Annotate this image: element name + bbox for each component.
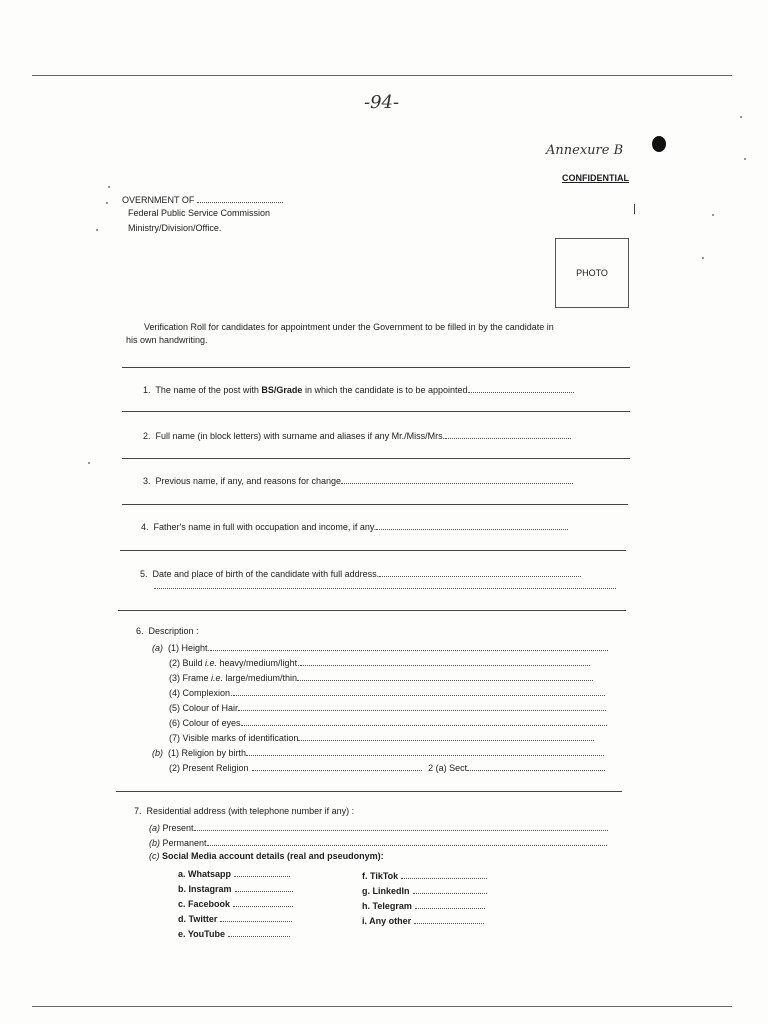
q7-social-row — [149, 851, 384, 861]
intro-line-1: Verification Roll for candidates for appointment under the Government to be filled in by the candidate in — [144, 322, 554, 332]
fpsc-line: Federal Public Service Commission — [128, 208, 271, 218]
q6-b-label: (b) — [152, 748, 163, 758]
q7-present-label: Present — [162, 823, 194, 833]
q4-number: 4. — [141, 522, 149, 532]
q6-hair-row — [169, 701, 606, 713]
question-6-title — [136, 626, 199, 636]
q6-frame-row — [169, 671, 593, 683]
q6-marks-row — [169, 731, 594, 743]
q6-complexion-row — [169, 686, 605, 698]
q6-frame-label: (3) Frame — [169, 673, 212, 683]
q6-build-ie: i.e. — [205, 658, 218, 668]
q6-sect-label: 2 (a) Sect — [428, 763, 468, 773]
account-facebook — [178, 897, 293, 909]
account-other-blank — [414, 914, 484, 924]
question-2 — [143, 429, 571, 441]
q6-hair-blank — [238, 701, 606, 711]
account-youtube-blank — [228, 927, 290, 937]
account-linkedin-label: g. LinkedIn — [362, 886, 410, 896]
q7-permanent-blank — [207, 836, 607, 846]
q6-complexion-blank — [233, 686, 605, 696]
q6-religion-birth-label: (1) Religion by birth — [168, 748, 247, 758]
q6-hair-label: (5) Colour of Hair — [169, 703, 239, 713]
q4-answer-blank — [376, 520, 568, 530]
account-youtube — [178, 927, 290, 939]
q6-height-label: (1) Height. — [168, 643, 211, 653]
photo-box — [555, 238, 629, 308]
q6-frame-blank — [297, 671, 593, 681]
annex-label: Annexure B — [546, 143, 624, 158]
account-telegram-blank — [415, 899, 485, 909]
q6-marks-label: (7) Visible marks of identification — [169, 733, 299, 743]
government-blank — [197, 193, 283, 203]
q6-build-label: (2) Build — [169, 658, 206, 668]
question-1 — [143, 383, 574, 395]
divider-7 — [116, 791, 622, 792]
q3-text: Previous name, if any, and reasons for change — [155, 476, 341, 486]
q1-text-bold: BS/Grade — [261, 385, 303, 395]
q1-text-pre: The name of the post with — [155, 385, 262, 395]
account-telegram-label: h. Telegram — [362, 901, 412, 911]
q2-number: 2. — [143, 431, 151, 441]
q7-present-row — [149, 821, 608, 833]
account-linkedin-blank — [413, 884, 487, 894]
q6-build-blank — [300, 656, 590, 666]
account-instagram — [178, 882, 293, 894]
q1-number: 1. — [143, 385, 151, 395]
scan-speck — [96, 229, 98, 231]
q7-social-label: Social Media account details (real and pseudonym): — [162, 851, 384, 861]
question-7-title — [134, 806, 354, 816]
account-youtube-label: e. YouTube — [178, 929, 226, 939]
account-facebook-label: c. Facebook — [178, 899, 231, 909]
account-twitter — [178, 912, 292, 924]
q6-eyes-row — [169, 716, 607, 728]
question-4 — [141, 520, 568, 532]
account-whatsapp-blank — [234, 867, 290, 877]
q6-height-blank — [210, 641, 608, 651]
photo-label: PHOTO — [576, 268, 608, 278]
q3-number: 3. — [143, 476, 151, 486]
q3-answer-blank — [341, 474, 573, 484]
q6-sect-blank — [467, 761, 605, 771]
q5-answer-blank-2 — [154, 582, 616, 589]
q4-text: Father's name in full with occupation and income, if any. — [153, 522, 377, 532]
q7-permanent-label: Permanent — [162, 838, 207, 848]
account-tiktok — [362, 869, 487, 881]
scan-speck — [88, 462, 90, 464]
scan-speck — [108, 186, 110, 188]
q6-complexion-label: (4) Complexion. — [169, 688, 233, 698]
scan-speck — [740, 116, 742, 118]
q6-eyes-label: (6) Colour of eyes — [169, 718, 241, 728]
account-twitter-label: d. Twitter — [178, 914, 218, 924]
margin-mark — [634, 204, 635, 214]
divider-3 — [122, 458, 630, 459]
divider-2 — [122, 411, 630, 412]
q6-height-row — [152, 641, 608, 653]
scan-speck — [106, 202, 108, 204]
divider-5 — [120, 550, 626, 551]
account-whatsapp-label: a. Whatsapp — [178, 869, 232, 879]
q6-frame-ie: i.e. — [211, 673, 224, 683]
ink-dot — [652, 136, 666, 152]
q6-build-row — [169, 656, 590, 668]
account-other-label: i. Any other — [362, 916, 412, 926]
divider-4 — [122, 504, 628, 505]
q6-frame-options: large/medium/thin — [223, 673, 298, 683]
q6-religion-birth-row — [152, 746, 604, 758]
question-3 — [143, 474, 573, 486]
q6-build-options: heavy/medium/light. — [217, 658, 300, 668]
government-line — [122, 193, 283, 205]
q6-religion-present-blank — [252, 761, 422, 771]
ministry-line: Ministry/Division/Office. — [128, 223, 222, 233]
q1-answer-blank — [468, 383, 574, 393]
q6-religion-present-row — [169, 761, 605, 773]
q2-answer-blank — [445, 429, 571, 439]
account-facebook-blank — [233, 897, 293, 907]
q6-number: 6. — [136, 626, 144, 636]
account-whatsapp — [178, 867, 290, 879]
q6-a-label: (a) — [152, 643, 163, 653]
government-text: OVERNMENT OF — [122, 195, 197, 205]
q6-marks-blank — [298, 731, 594, 741]
account-tiktok-label: f. TikTok — [362, 871, 399, 881]
question-5 — [140, 567, 581, 579]
q7-present-blank — [194, 821, 608, 831]
q7-permanent-row — [149, 836, 607, 848]
account-twitter-blank — [220, 912, 292, 922]
q7-number: 7. — [134, 806, 142, 816]
q7-a-label: (a) — [149, 823, 160, 833]
top-border-line — [32, 75, 732, 76]
scan-speck — [702, 257, 704, 259]
q6-title: Description : — [148, 626, 199, 636]
scan-speck — [744, 158, 746, 160]
q5-answer-blank — [379, 567, 581, 577]
bottom-border-line — [32, 1006, 732, 1007]
q7-c-label: (c) — [149, 851, 160, 861]
confidential-label: CONFIDENTIAL — [562, 173, 629, 183]
scan-speck — [712, 214, 714, 216]
q6-eyes-blank — [241, 716, 607, 726]
account-instagram-blank — [235, 882, 293, 892]
account-instagram-label: b. Instagram — [178, 884, 232, 894]
divider-6 — [118, 610, 626, 611]
q5-number: 5. — [140, 569, 148, 579]
q7-b-label: (b) — [149, 838, 160, 848]
q6-religion-present-label: (2) Present Religion — [169, 763, 249, 773]
account-linkedin — [362, 884, 487, 896]
q7-title: Residential address (with telephone number if any) : — [146, 806, 355, 816]
q6-religion-birth-blank — [246, 746, 604, 756]
account-other — [362, 914, 484, 926]
q1-text-post: in which the candidate is to be appointed — [302, 385, 468, 395]
account-telegram — [362, 899, 485, 911]
divider-1 — [122, 367, 630, 368]
q5-text: Date and place of birth of the candidate with full address. — [152, 569, 380, 579]
account-tiktok-blank — [401, 869, 487, 879]
page-number: -94- — [364, 92, 400, 113]
intro-line-2: his own handwriting. — [126, 335, 208, 345]
q2-text: Full name (in block letters) with surname and aliases if any Mr./Miss/Mrs. — [155, 431, 446, 441]
